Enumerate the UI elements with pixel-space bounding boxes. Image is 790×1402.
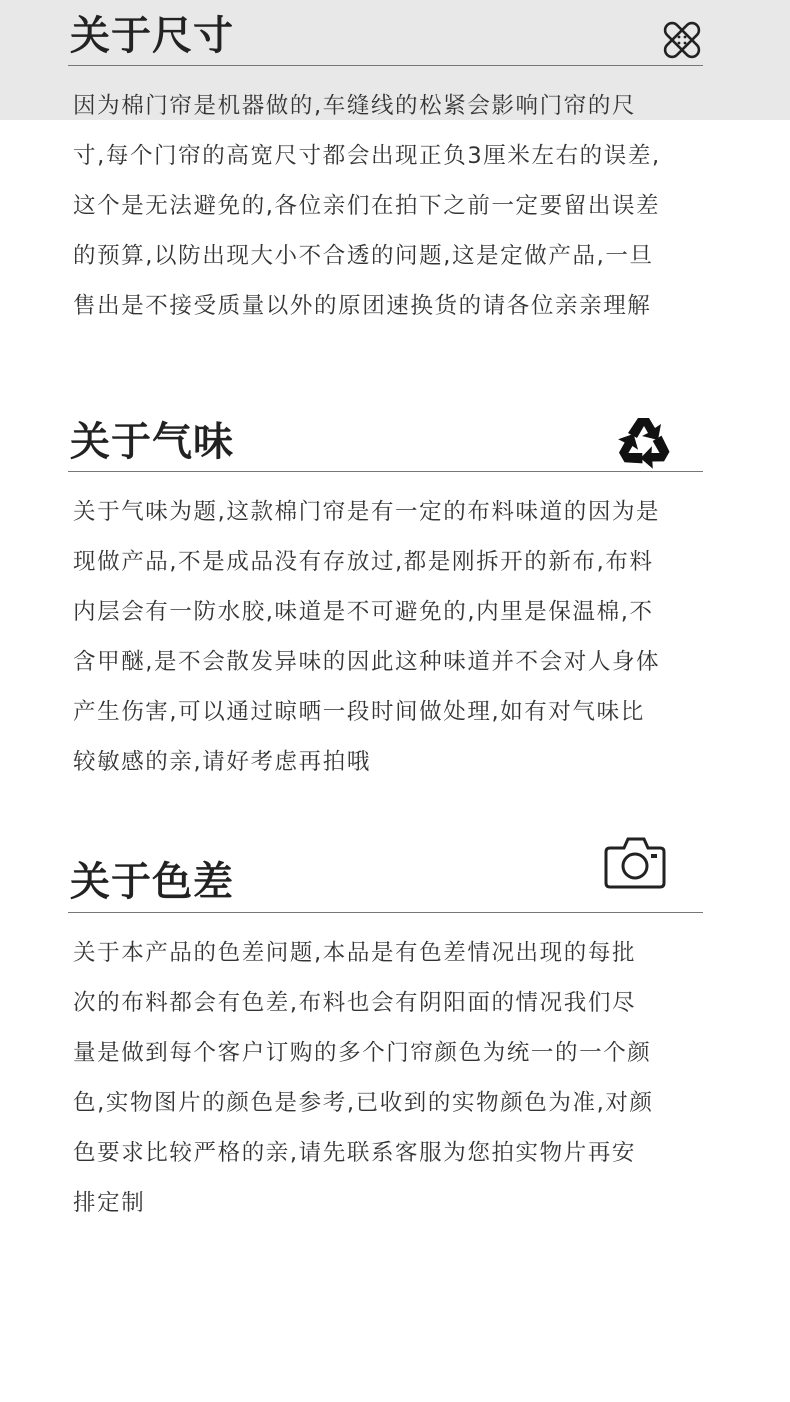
section-heading: 关于色差 [70, 859, 234, 905]
heading-divider [68, 471, 703, 472]
text-line: 量是做到每个客户订购的多个门帘颜色为统一的一个颜 [73, 1040, 652, 1066]
bandage-icon [662, 18, 702, 66]
text-line: 色,实物图片的颜色是参考,已收到的实物颜色为准,对颜 [73, 1090, 654, 1116]
text-line: 较敏感的亲,请好考虑再拍哦 [73, 749, 371, 775]
text-line: 含甲醚,是不会散发异味的因此这种味道并不会对人身体 [73, 649, 661, 675]
text-line: 色要求比较严格的亲,请先联系客服为您拍实物片再安 [73, 1140, 637, 1166]
recycle-icon [614, 412, 674, 476]
camera-icon [604, 834, 666, 894]
heading-divider [68, 912, 703, 913]
text-line: 排定制 [73, 1190, 146, 1216]
text-line: 关于气味为题,这款棉门帘是有一定的布料味道的因为是 [73, 499, 661, 525]
text-line: 售出是不接受质量以外的原团速换货的请各位亲亲理解 [73, 293, 652, 319]
text-line: 关于本产品的色差问题,本品是有色差情况出现的每批 [73, 940, 637, 966]
text-line: 的预算,以防出现大小不合透的问题,这是定做产品,一旦 [73, 243, 654, 269]
odor-paragraph [73, 487, 713, 787]
text-line: 因为棉门帘是机器做的,车缝线的松紧会影响门帘的尺 [73, 93, 637, 119]
text-line: 产生伤害,可以通过晾晒一段时间做处理,如有对气味比 [73, 699, 645, 725]
text-line: 寸,每个门帘的高宽尺寸都会出现正负3厘米左右的误差, [73, 143, 661, 169]
section-heading: 关于尺寸 [70, 13, 234, 59]
heading-divider [68, 65, 703, 66]
text-line: 次的布料都会有色差,布料也会有阴阳面的情况我们尽 [73, 990, 637, 1016]
text-line: 内层会有一防水胶,味道是不可避免的,内里是保温棉,不 [73, 599, 654, 625]
size-paragraph [73, 81, 713, 331]
text-line: 现做产品,不是成品没有存放过,都是刚拆开的新布,布料 [73, 549, 654, 575]
text-line: 这个是无法避免的,各位亲们在拍下之前一定要留出误差 [73, 193, 661, 219]
color-difference-paragraph [73, 928, 713, 1228]
section-heading: 关于气味 [70, 419, 234, 465]
